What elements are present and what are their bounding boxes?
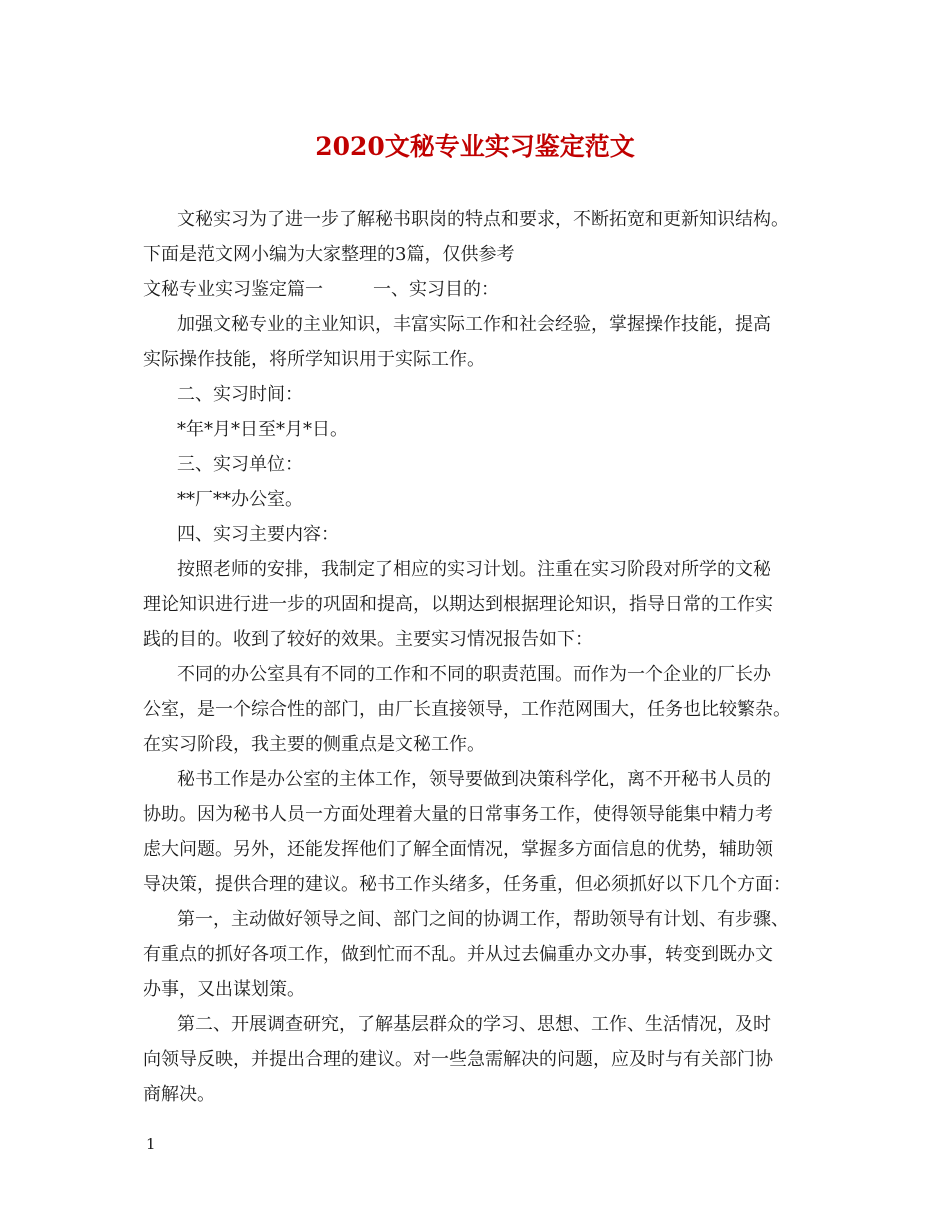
text-line: 导决策，提供合理的建议。秘书工作头绪多，任务重，但必须抓好以下几个方面： bbox=[143, 874, 791, 895]
text-line: 商解决。 bbox=[143, 1084, 215, 1105]
text-line: 向领导反映，并提出合理的建议。对一些急需解决的问题，应及时与有关部门协 bbox=[143, 1049, 773, 1070]
section-heading-line bbox=[143, 278, 499, 302]
section-title: 文秘专业实习鉴定篇一 bbox=[143, 279, 323, 300]
text-line: 在实习阶段，我主要的侧重点是文秘工作。 bbox=[143, 734, 485, 755]
text-line: **厂**办公室。 bbox=[177, 489, 303, 510]
text-line: 文秘实习为了进一步了解秘书职岗的特点和要求，不断拓宽和更新知识结构。 bbox=[177, 209, 789, 230]
text-line: 不同的办公室具有不同的工作和不同的职责范围。而作为一个企业的厂长办 bbox=[177, 664, 771, 685]
subsection-heading: 四、实习主要内容： bbox=[177, 524, 339, 545]
text-line: 下面是范文网小编为大家整理的3篇，仅供参考 bbox=[143, 244, 515, 265]
text-line: 协助。因为秘书人员一方面处理着大量的日常事务工作，使得领导能集中精力考 bbox=[143, 804, 773, 825]
text-line: 公室，是一个综合性的部门，由厂长直接领导，工作范网围大，任务也比较繁杂。 bbox=[143, 699, 791, 720]
text-line: 秘书工作是办公室的主体工作，领导要做到决策科学化，离不开秘书人员的 bbox=[177, 769, 771, 790]
page-number: 1 bbox=[146, 1135, 156, 1153]
text-line: 践的目的。收到了较好的效果。主要实习情况报告如下： bbox=[143, 629, 593, 650]
text-line: 第二、开展调查研究，了解基层群众的学习、思想、工作、生活情况，及时 bbox=[177, 1014, 771, 1035]
text-line: 虑大问题。另外，还能发挥他们了解全面情况，掌握多方面信息的优势，辅助领 bbox=[143, 839, 773, 860]
text-line: 办事，又出谋划策。 bbox=[143, 979, 305, 1000]
text-line: 按照老师的安排，我制定了相应的实习计划。注重在实习阶段对所学的文秘 bbox=[177, 559, 771, 580]
text-line: *年*月*日至*月*日。 bbox=[177, 419, 348, 440]
document-title: 2020文秘专业实习鉴定范文 bbox=[315, 132, 635, 161]
subsection-heading: 三、实习单位： bbox=[177, 454, 303, 475]
text-line: 实际操作技能，将所学知识用于实际工作。 bbox=[143, 349, 485, 370]
text-line: 理论知识进行进一步的巩固和提高，以期达到根据理论知识，指导日常的工作实 bbox=[143, 594, 773, 615]
subsection-heading: 二、实习时间： bbox=[177, 384, 303, 405]
text-line: 第一，主动做好领导之间、部门之间的协调工作，帮助领导有计划、有步骤、 bbox=[177, 909, 789, 930]
text-line: 有重点的抓好各项工作，做到忙而不乱。并从过去偏重办文办事，转变到既办文 bbox=[143, 944, 773, 965]
text-line: 加强文秘专业的主业知识，丰富实际工作和社会经验，掌握操作技能，提高 bbox=[177, 314, 771, 335]
subsection-heading: 一、实习目的： bbox=[373, 279, 499, 300]
